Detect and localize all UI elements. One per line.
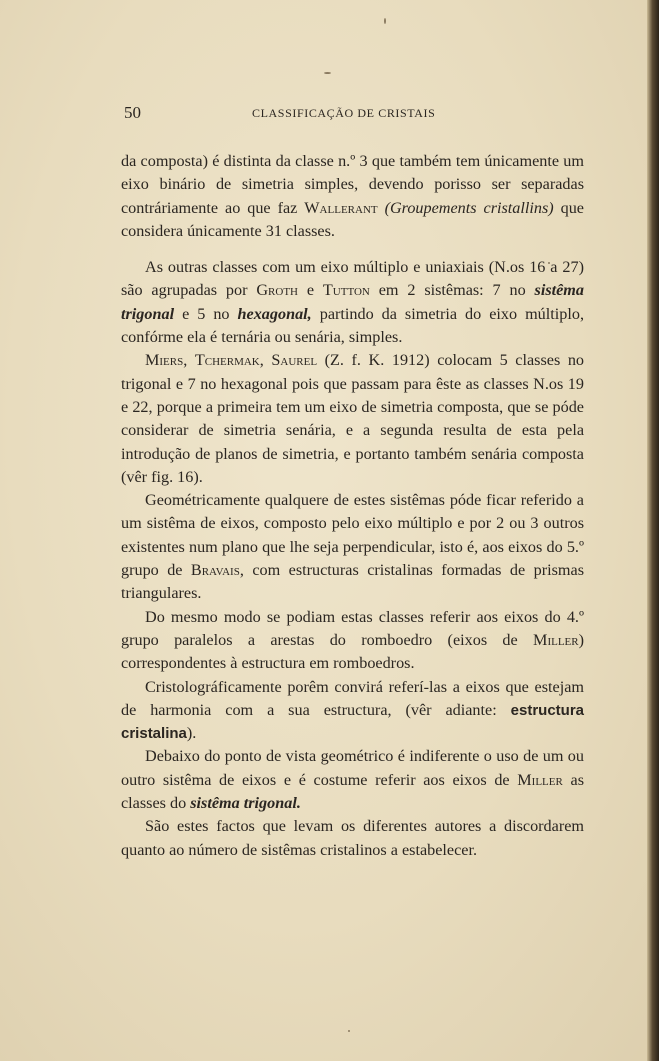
text-run: Geométricamente qualquere de estes sistêmas póde ficar referido a um sistêma de eixos, composto pelo eixo múltiplo e por 2 ou 3 outros existentes num plano que lhe seja perpendicular, isto é, aos eixos do 5.º grupo de	[121, 491, 584, 580]
text-run: que considera únicamente 31 classes.	[121, 198, 584, 240]
page-edge	[647, 0, 659, 1061]
paragraph	[121, 256, 584, 349]
text-run: Do mesmo modo se podiam estas classes referir aos eixos do 4.º grupo paralelos a arestas do romboedro (eixos de	[121, 607, 584, 649]
text-run: As outras classes com um eixo múltiplo e uniaxiais (N.os 16 a 27) são agrupadas por	[121, 258, 584, 300]
text-run: ,	[259, 351, 272, 370]
paper-speck	[348, 1030, 350, 1032]
running-head: CLASSIFICAÇÃO DE CRISTAIS	[252, 106, 436, 120]
text-run: , com estructuras cristalinas formadas de prismas triangulares.	[121, 561, 584, 603]
text-run-sc: Saurel	[271, 351, 318, 370]
text-run	[378, 199, 385, 217]
text-run: as classes do	[121, 770, 584, 813]
paragraph	[121, 150, 584, 243]
paragraph	[121, 745, 584, 815]
text-run: e 5 no	[174, 304, 238, 323]
text-run-sc: Miller	[533, 630, 579, 649]
paragraph	[121, 606, 584, 676]
paragraph	[121, 815, 584, 862]
text-run: Cristolográficamente porêm convirá referí-las a eixos que estejam de harmonia com a sua estructura, (vêr adiante:	[121, 677, 584, 719]
text-run-sc: Groth	[256, 281, 298, 300]
paper-speck	[324, 72, 331, 74]
text-run: Debaixo do ponto de vista geométrico é indiferente o uso de um ou outro sistêma de eixos e é costume referir aos eixos de	[121, 747, 584, 789]
body-text	[121, 150, 584, 862]
text-run: São estes factos que levam os diferentes autores a discordarem quanto ao número de sistêmas cristalinos a estabelecer.	[121, 817, 584, 859]
text-run: (Z. f. K. 1912) colocam 5 classes no trigonal e 7 no hexagonal pois que passam para êste as classes N.os 19 e 22, porque a primeira tem um eixo de simetria composta, que se póde considerar de simetria senária, e a segunda resulta de esta pela introdução de planos de simetria, e portanto também senária composta (vêr fig. 16).	[121, 351, 585, 486]
paragraph	[121, 489, 584, 605]
text-run: ).	[186, 724, 197, 743]
paper-speck	[384, 18, 386, 24]
text-run: ,	[183, 351, 195, 370]
text-run-sc: Miers	[145, 351, 184, 370]
text-run-sc: Bravais	[190, 561, 240, 580]
page-header	[124, 103, 584, 127]
text-run-sc: Miller	[517, 770, 563, 789]
text-run-bi: sistêma trigonal	[121, 281, 584, 323]
text-run: partindo da simetria do eixo múltiplo, confórme ela é ternária ou senária, simples.	[121, 304, 585, 347]
page-number: 50	[124, 103, 141, 122]
text-run-sc: Tchermak	[194, 351, 260, 370]
text-run-sc: Wallerant	[304, 198, 378, 217]
text-run-bi: hexagonal,	[237, 304, 312, 323]
text-run-bold: estructura cristalina	[121, 701, 584, 743]
text-run: em 2 sistêmas: 7 no	[369, 281, 535, 300]
text-run-bi: sistêma trigonal.	[190, 794, 301, 813]
paragraph	[121, 676, 584, 746]
text-run-it: (Groupements cristallins)	[384, 198, 554, 217]
text-run: ) correspondentes à estructura em romboedros.	[121, 630, 584, 673]
paragraph	[121, 349, 584, 489]
text-run-sc: Tutton	[322, 281, 370, 300]
text-run: e	[298, 281, 323, 300]
text-run: da composta) é distinta da classe n.º 3 que também tem únicamente um eixo binário de simetria simples, devendo porisso ser separadas contráriamente ao que faz	[121, 152, 584, 217]
